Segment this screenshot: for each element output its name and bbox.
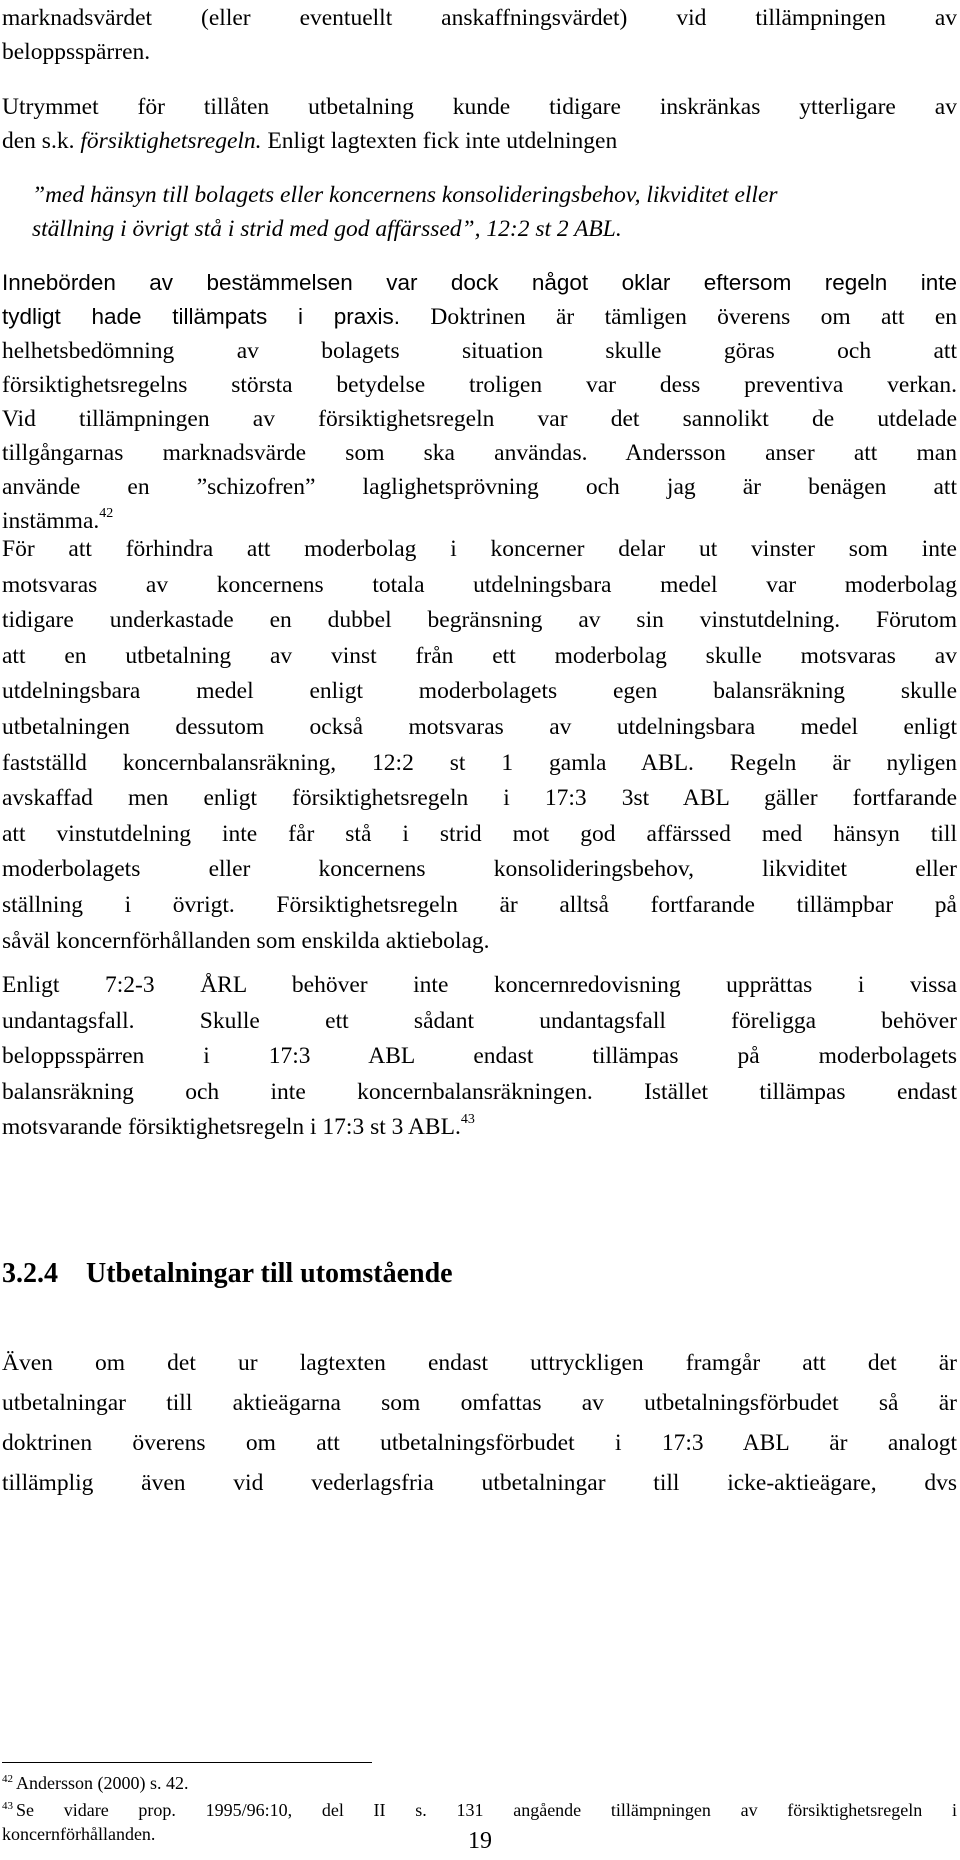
footnote-line (2, 1771, 957, 1795)
text-line (2, 124, 957, 158)
text-line: att vinstutdelning inte får stå i strid mot god affärssed med hänsyn till (2, 820, 957, 847)
page-number: 19 (468, 1828, 492, 1854)
text-run: tydligt hade tillämpats i praxis. (2, 304, 401, 329)
text-line: doktrinen överens om att utbetalningsförbudet i 17:3 ABL är analogt (2, 1430, 957, 1456)
footnote-42 (2, 1771, 957, 1795)
text-run: tillgångarnas marknadsvärde som ska användas. (2, 440, 588, 466)
text-run: instämma. (2, 508, 100, 534)
text-run: Andersson anser att man (587, 440, 957, 466)
text-run: undantagsfall. (2, 1007, 135, 1034)
text-line (2, 1075, 957, 1111)
text-line: utbetalningar till aktieägarna som omfattas av utbetalningsförbudet så är (2, 1390, 957, 1416)
footnote-text: Se vidare prop. 1995/96:10, del II s. 131 angående tillämpningen av försiktighetsregeln i (16, 1800, 957, 1820)
text-line: Även om det ur lagtexten endast uttryckligen framgår att det är (2, 1350, 957, 1376)
text-line: marknadsvärdet (eller eventuellt anskaffningsvärdet) vid tillämpningen av (2, 5, 957, 31)
text-line (2, 436, 957, 470)
text-line (2, 1004, 957, 1040)
text-line: helhetsbedömning av bolagets situation skulle göras och att (2, 338, 957, 364)
quote-line: ”med hänsyn till bolagets eller koncernens konsolideringsbehov, likviditet eller (32, 182, 778, 208)
quote-line: ställning i övrigt stå i strid med god affärssed”, 12:2 st 2 ABL. (32, 216, 622, 242)
text-line: avskaffad men enligt försiktighetsregeln i 17:3 3st ABL gäller fortfarande (2, 785, 957, 812)
section-heading (2, 1256, 453, 1292)
footnote-separator (2, 1762, 372, 1763)
footnote-line: koncernförhållanden. (2, 1824, 156, 1844)
text-line: Enligt 7:2-3 ÅRL behöver inte koncernredovisning upprättas i vissa (2, 972, 957, 998)
text-run: fastställd koncernbalansräkning, 12:2 st 1 gamla ABL. (2, 749, 694, 776)
text-line (2, 888, 957, 924)
text-line (2, 1110, 957, 1146)
paragraph-beloppssparren (2, 1, 957, 69)
section-number: 3.2.4 (2, 1258, 58, 1289)
footnote-ref-42[interactable]: 42 (99, 506, 114, 521)
paragraph-aven-om (2, 1343, 957, 1503)
text-line: utdelningsbara medel enligt moderbolagets egen balansräkning skulle (2, 678, 957, 705)
text-line (2, 300, 957, 334)
text-line: beloppsspärren. (2, 39, 151, 65)
text-run: ställning i övrigt. (2, 891, 235, 918)
footnote-line (2, 1798, 957, 1822)
text-run: den s.k. (2, 128, 81, 154)
paragraph-inneborden (2, 266, 957, 538)
text-run: Regeln är nyligen (693, 749, 957, 776)
italic-term: försiktighetsregeln. (80, 128, 262, 154)
paragraph-utrymmet (2, 90, 957, 158)
text-line: Innebörden av bestämmelsen var dock något oklar eftersom regeln inte (2, 270, 957, 295)
text-line: Utrymmet för tillåten utbetalning kunde tidigare inskränkas ytterligare av (2, 94, 957, 120)
text-line: motsvaras av koncernens totala utdelningsbara medel var moderbolag (2, 571, 957, 598)
text-line: För att förhindra att moderbolag i koncerner delar ut vinster som inte (2, 536, 957, 562)
quotation-lagtext (32, 178, 952, 246)
text-run: balansräkning och inte koncernbalansräkningen. (2, 1078, 593, 1105)
text-line: såväl koncernförhållanden som enskilda aktiebolag. (2, 927, 490, 954)
text-line (2, 746, 957, 782)
text-line: Vid tillämpningen av försiktighetsregeln var det sannolikt de utdelade (2, 406, 957, 432)
text-run: Enligt lagtexten fick inte utdelningen (261, 128, 618, 154)
text-line: beloppsspärren i 17:3 ABL endast tillämpas på moderbolagets (2, 1043, 957, 1070)
text-line (2, 603, 957, 639)
footnote-ref-43[interactable]: 43 (460, 1112, 475, 1128)
footnote-text: Andersson (2000) s. 42. (16, 1773, 189, 1793)
paragraph-forhindra (2, 532, 957, 959)
text-run: Skulle ett sådant undantagsfall föreligga behöver (134, 1007, 957, 1034)
section-title: Utbetalningar till utomstående (86, 1258, 453, 1289)
text-run: Istället tillämpas endast (592, 1078, 957, 1105)
footnote-mark: 42 (2, 1773, 13, 1785)
text-line: utbetalningen dessutom också motsvaras av utdelningsbara medel enligt (2, 713, 957, 740)
footnote-mark: 43 (2, 1800, 13, 1812)
paragraph-enligt-arl (2, 968, 957, 1146)
text-line: försiktighetsregelns största betydelse troligen var dess preventiva verkan. (2, 372, 957, 398)
text-line: att en utbetalning av vinst från ett moderbolag skulle motsvaras av (2, 642, 957, 669)
text-line: tillämplig även vid vederlagsfria utbetalningar till icke-aktieägare, dvs (2, 1470, 957, 1496)
text-run: Doktrinen är tämligen överens om att en (400, 304, 957, 330)
text-run: tidigare underkastade en dubbel begränsning av sin vinstutdelning. (2, 607, 841, 634)
text-line: moderbolagets eller koncernens konsolideringsbehov, likviditet eller (2, 856, 957, 883)
text-run: Förutom (840, 607, 957, 634)
text-run: Försiktighetsregeln är alltså fortfarande tillämpbar på (234, 891, 957, 918)
text-run: motsvarande försiktighetsregeln i 17:3 st 3 ABL. (2, 1114, 461, 1141)
text-line: använde en ”schizofren” laglighetsprövning och jag är benägen att (2, 474, 957, 500)
